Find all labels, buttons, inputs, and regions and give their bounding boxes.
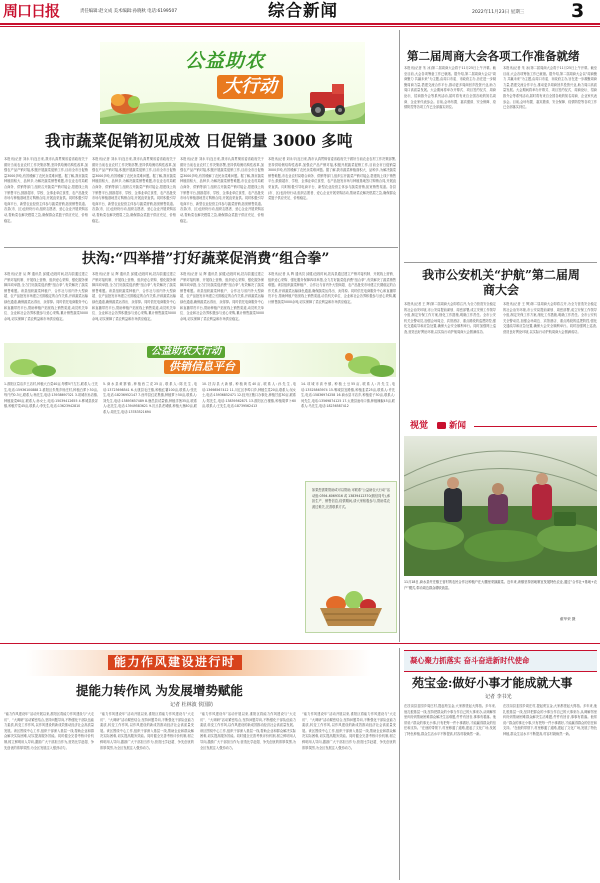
- supply-col4: 14.项城市高寺镇,种植土豆55亩,联系人:冯先生,电话:13525863974 15.郸城县宜路镇,种植韭菜25亩,联系人:许先生,电话:15836974258 16.商水县平店乡,种植茄子30亩,联系人:何先生,电话:13569874125 17.太康县逊母口镇,种植辣椒45亩,联系人:马先生,电话:18236587412: [301, 382, 395, 409]
- supply-col2: 5.商水县黄寨镇,种植西兰花25亩,联系人:陈先生,电话:13723698541 6.太康县毛庄镇,种植红薯100亩,联系人:张先生,电话:18236952147 7.西华县红花集镇,种植萝卜50亩,联系人:刘先生,电话:15893657489 8.鹿邑县试量镇,种植洋葱35亩,联系人:赵先生,电话:13949583621 9.沈丘县老城镇,种植大葱80亩,联系人:周先生,电话:13783521694: [103, 382, 197, 414]
- supply-banner-line2: 供销信息平台: [164, 360, 240, 374]
- supply-banner: [4, 343, 396, 377]
- left-column-rule: [399, 30, 400, 642]
- article4-col2: 本报讯(记者 王 辉)第二届周商大会即将召开,为全力营造安全稳定的社会治安环境,市公安局提前谋划、周密部署,成立安保工作领导小组,制定安保工作方案,细化工作措施,明确工作责任。全市公安机关全警动员,加强会场周边、宾馆酒店、重点路段的巡逻防控,强化交通疏导和应急处置,确保大会安全顺利举行。同时加强网上巡查,营造良好舆论环境,以实际行动护航周商大会圆满成功。: [503, 302, 597, 334]
- ability-style-banner-text: 能力作风建设进行时: [108, 655, 242, 670]
- article4-headline: 我市公安机关“护航”第二届周商大会: [422, 268, 580, 297]
- article5-col2: “能力作风建设年”活动开展以来,淮阳区将能力作风建设与“大走访”、“大调研”活动紧密结合,坚持问题导向,不断强化干部队伍能力素质,转变工作作风,以作风建设的新成效推动经济社会高质量发展。该区围绕中心工作,组织干部深入基层一线,帮助企业和群众解决实际困难,切实提高服务效能。同时健全完善考核评价机制,树立鲜明用人导向,激励广大干部担当作为,营造比学赶超、争先创优的浓厚氛围,为全区发展注入强劲动力。: [100, 712, 194, 750]
- visual-header-rule: [474, 426, 597, 427]
- article1-col1: 本报讯(记者 刘永平)连日来,我市认真贯彻省委省政府关于做好当前农业农村工作决策部署,坚持供给侧结构性改革,加强农产品产销对接,积极开展蔬菜促销工作,目前全市日促销量3000多吨,有效缓解了农民卖菜难问题。据了解,我市蔬菜种植面积大、品种多,为解决蔬菜销售难题,市农业农村局联合商务、供销等部门,组织召开蔬菜产销对接会,搭建线上线下销售平台,鼓励超市、学校、企事业单位食堂、农产品批发市场与种植基地签订购销合同,开展直采直供。同时积极引导电商平台、新型农业经营主体参与蔬菜营销,拓宽销售渠道。各县(市、区)也纷纷行动,组织志愿者、爱心企业开展采购活动,帮助菜农解决燃眉之急,确保群众菜篮子供应充足、价格稳定。: [4, 157, 88, 223]
- greenhouse-harvest-photo: [404, 436, 597, 576]
- article3-headline: 第二届周商大会各项工作准备就绪: [407, 49, 580, 63]
- article1-col3: 本报讯(记者 刘永平)连日来,我市认真贯彻省委省政府关于做好当前农业农村工作决策部署,坚持供给侧结构性改革,加强农产品产销对接,积极开展蔬菜促销工作,目前全市日促销量3000多吨,有效缓解了农民卖菜难问题。据了解,我市蔬菜种植面积大、品种多,为解决蔬菜销售难题,市农业农村局联合商务、供销等部门,组织召开蔬菜产销对接会,搭建线上线下销售平台,鼓励超市、学校、企事业单位食堂、农产品批发市场与种植基地签订购销合同,开展直采直供。同时积极引导电商平台、新型农业经营主体参与蔬菜营销,拓宽销售渠道。各县(市、区)也纷纷行动,组织志愿者、爱心企业开展采购活动,帮助菜农解决燃眉之急,确保群众菜篮子供应充足、价格稳定。: [180, 157, 264, 223]
- article3-col2: 本报讯(记者 朱 冰)第二届周商大会将于11月25日上午开幕。截至目前,大会各项筹备工作已就绪。据介绍,第二届周商大会以“周商聚力 共赢未来”为主题,由周口市委、市政府主办,旨在进一步凝聚周商力量,搭建交流合作平台,推动更多周商回乡投资兴业,助力周口高质量发展。大会期间将举办开幕式、项目签约仪式、周商论坛、招商推介会等系列活动,届时将有来自全国各地的知名周商、企业家代表参会。目前,会场布置、嘉宾邀请、安全保障、疫情防控等各项工作已全部落实到位。: [503, 66, 597, 110]
- article5-col1: “能力作风建设年”活动开展以来,淮阳区将能力作风建设与“大走访”、“大调研”活动紧密结合,坚持问题导向,不断强化干部队伍能力素质,转变工作作风,以作风建设的新成效推动经济社会高质量发展。该区围绕中心工作,组织干部深入基层一线,帮助企业和群众解决实际困难,切实提高服务效能。同时健全完善考核评价机制,树立鲜明用人导向,激励广大干部担当作为,营造比学赶超、争先创优的浓厚氛围,为全区发展注入强劲动力。: [4, 712, 94, 750]
- section-title: 综合新闻: [268, 1, 338, 20]
- masthead: [0, 0, 600, 22]
- banner-title-line1: 公益助农: [185, 50, 266, 72]
- dedication-banner: [404, 650, 597, 672]
- supply-col1: 1.淮阳区葛店乡王店村,种植大白菜40亩,每棵5斤左右,联系人:王先生,电话:15936100888 2.淮阳区朱集乡杨庄村,种植白萝卜30亩,每斤约0.3元,联系人:杨先生,电话:13938697321 3.项城市孙店镇,种植菠菜60亩,联系人:孙女士,电话:15039412655 4.郸城县汲冢镇,种植芹菜45亩,联系人:李先生,电话:13623942810: [4, 382, 98, 409]
- supply-notice-box: [305, 481, 397, 633]
- ability-style-banner: [26, 650, 371, 676]
- visual-header-badge: 新闻: [449, 421, 467, 431]
- dedication-banner-text: 凝心聚力抓落实 奋斗奋进新时代使命: [410, 656, 530, 665]
- photo-scene: [404, 436, 597, 576]
- visual-header-label: 视觉: [410, 421, 429, 431]
- divider: [4, 247, 398, 248]
- newspaper-logo: 周口日报: [3, 2, 60, 20]
- supply-col3: 10.扶沟县大新镇,种植黄瓜40亩,联系人:孙先生,电话:13698567412 11.川汇区李埠口乡,种植生菜20亩,联系人:吴女士,电话:15936852471 12.经开区搬口办事处,种植甘蓝30亩,联系人:郑先生,电话:13839562871 13.淮阳区白楼镇,种植胡萝卜60亩,联系人:王先生,电话:18739562413: [202, 382, 296, 409]
- divider: [404, 262, 597, 263]
- article1-headline: 我市蔬菜促销初见成效 日促销量 3000 多吨: [45, 131, 353, 150]
- article3-col1: 本报讯(记者 朱 冰)第二届周商大会将于11月25日上午开幕。截至目前,大会各项筹备工作已就绪。据介绍,第二届周商大会以“周商聚力 共赢未来”为主题,由周口市委、市政府主办,旨在进一步凝聚周商力量,搭建交流合作平台,推动更多周商回乡投资兴业,助力周口高质量发展。大会期间将举办开幕式、项目签约仪式、周商论坛、招商推介会等系列活动,届时将有来自全国各地的知名周商、企业家代表参会。目前,会场布置、嘉宾邀请、安全保障、疫情防控等各项工作已全部落实到位。: [404, 66, 496, 110]
- article1-col2: 本报讯(记者 刘永平)连日来,我市认真贯彻省委省政府关于做好当前农业农村工作决策部署,坚持供给侧结构性改革,加强农产品产销对接,积极开展蔬菜促销工作,目前全市日促销量3000多吨,有效缓解了农民卖菜难问题。据了解,我市蔬菜种植面积大、品种多,为解决蔬菜销售难题,市农业农村局联合商务、供销等部门,组织召开蔬菜产销对接会,搭建线上线下销售平台,鼓励超市、学校、企事业单位食堂、农产品批发市场与种植基地签订购销合同,开展直采直供。同时积极引导电商平台、新型农业经营主体参与蔬菜营销,拓宽销售渠道。各县(市、区)也纷纷行动,组织志愿者、爱心企业开展采购活动,帮助菜农解决燃眉之急,确保群众菜篮子供应充足、价格稳定。: [92, 157, 176, 223]
- banner-title-line2: 大行动: [217, 75, 283, 99]
- camera-icon: [437, 422, 446, 429]
- supply-notice: 如果您需要帮助或可以帮助,可联系“公益助农大行动”活动组:0394-6069316 或 13839412370(微信同号),承担生产、销售信息,疫情期间,请大家积极参与,帮助菜农渡过难关,完善联系方式。: [312, 488, 390, 509]
- campaign-banner: [100, 42, 365, 124]
- photo-credit: 翟华荣 摄: [560, 617, 576, 621]
- article5-col4: “能力作风建设年”活动开展以来,淮阳区将能力作风建设与“大走访”、“大调研”活动紧密结合,坚持问题导向,不断强化干部队伍能力素质,转变工作作风,以作风建设的新成效推动经济社会高质量发展。该区围绕中心工作,组织干部深入基层一线,帮助企业和群众解决实际困难,切实提高服务效能。同时健全完善考核评价机制,树立鲜明用人导向,激励广大干部担当作为,营造比学赶超、争先创优的浓厚氛围,为全区发展注入强劲动力。: [302, 712, 396, 750]
- bottom-section-rule: [0, 643, 600, 644]
- article2-col3: 本报讯(记者 从 辉 通讯员 邱健)近段时间,扶沟县通过建立产销对接机制、开展线上营销、组织爱心采购、强化服务保障四项举措,全力打好蔬菜促消费“组合拳”,有效解决了蔬菜销售难题。该县组织蔬菜种植户、合作社与省内外大型商超、农产品批发市场建立长期稳定的合作关系,开辟蔬菜运输绿色通道,确保蔬菜运得出、卖得掉。同时依托电商服务中心和直播带货平台,帮助种植户拓宽线上销售渠道,动员机关单位、企业和社会各界积极参与爱心采购,累计销售蔬菜5000余吨,切实保障了菜农利益和市场供应稳定。: [180, 272, 264, 321]
- article1-col4: 本报讯(记者 刘永平)连日来,我市认真贯彻省委省政府关于做好当前农业农村工作决策部署,坚持供给侧结构性改革,加强农产品产销对接,积极开展蔬菜促销工作,目前全市日促销量3000多吨,有效缓解了农民卖菜难问题。据了解,我市蔬菜种植面积大、品种多,为解决蔬菜销售难题,市农业农村局联合商务、供销等部门,组织召开蔬菜产销对接会,搭建线上线下销售平台,鼓励超市、学校、企事业单位食堂、农产品批发市场与种植基地签订购销合同,开展直采直供。同时积极引导电商平台、新型农业经营主体参与蔬菜营销,拓宽销售渠道。各县(市、区)也纷纷行动,组织志愿者、爱心企业开展采购活动,帮助菜农解决燃眉之急,确保群众菜篮子供应充足、价格稳定。: [268, 157, 396, 201]
- masthead-rule: [0, 23, 600, 25]
- supply-banner-line1: 公益助农大行动: [147, 346, 225, 358]
- article4-col1: 本报讯(记者 王 辉)第二届周商大会即将召开,为全力营造安全稳定的社会治安环境,市公安局提前谋划、周密部署,成立安保工作领导小组,制定安保工作方案,细化工作措施,明确工作责任。全市公安机关全警动员,加强会场周边、宾馆酒店、重点路段的巡逻防控,强化交通疏导和应急处置,确保大会安全顺利举行。同时加强网上巡查,营造良好舆论环境,以实际行动护航周商大会圆满成功。: [404, 302, 496, 334]
- article6-byline: 记者 李书光: [485, 694, 512, 700]
- page-number: 3: [571, 0, 585, 22]
- visual-news-header: [404, 420, 597, 432]
- masthead-rule-thin: [0, 26, 600, 27]
- article2-col1: 本报讯(记者 从 辉 通讯员 邱健)近段时间,扶沟县通过建立产销对接机制、开展线上营销、组织爱心采购、强化服务保障四项举措,全力打好蔬菜促消费“组合拳”,有效解决了蔬菜销售难题。该县组织蔬菜种植户、合作社与省内外大型商超、农产品批发市场建立长期稳定的合作关系,开辟蔬菜运输绿色通道,确保蔬菜运得出、卖得掉。同时依托电商服务中心和直播带货平台,帮助种植户拓宽线上销售渠道,动员机关单位、企业和社会各界积极参与爱心采购,累计销售蔬菜5000余吨,切实保障了菜农利益和市场供应稳定。: [4, 272, 88, 321]
- article2-col2: 本报讯(记者 从 辉 通讯员 邱健)近段时间,扶沟县通过建立产销对接机制、开展线上营销、组织爱心采购、强化服务保障四项举措,全力打好蔬菜促消费“组合拳”,有效解决了蔬菜销售难题。该县组织蔬菜种植户、合作社与省内外大型商超、农产品批发市场建立长期稳定的合作关系,开辟蔬菜运输绿色通道,确保蔬菜运得出、卖得掉。同时依托电商服务中心和直播带货平台,帮助种植户拓宽线上销售渠道,动员机关单位、企业和社会各界积极参与爱心采购,累计销售蔬菜5000余吨,切实保障了菜农利益和市场供应稳定。: [92, 272, 176, 321]
- article6-col1: 在扶沟县韭园乡周庄村,提起苑宝金,大家都竖起大拇指。多年来,他扎根基层一线,坚持把群众的小事当作自己的大事来办,从调解邻里纠纷到帮助困难群众解决生活难题,件件有回音,事事有着落。他常说:“群众的事无小事,只有把每一件小事做好,才能赢得群众的信任和支持。”在他的带领下,村里修通了道路,建起了文化广场,发展了特色种植,群众生活水平不断提高,村容村貌焕然一新。: [404, 704, 496, 736]
- article2-col4: 本报讯(记者 从 辉 通讯员 邱健)近段时间,扶沟县通过建立产销对接机制、开展线上营销、组织爱心采购、强化服务保障四项举措,全力打好蔬菜促消费“组合拳”,有效解决了蔬菜销售难题。该县组织蔬菜种植户、合作社与省内外大型商超、农产品批发市场建立长期稳定的合作关系,开辟蔬菜运输绿色通道,确保蔬菜运得出、卖得掉。同时依托电商服务中心和直播带货平台,帮助种植户拓宽线上销售渠道,动员机关单位、企业和社会各界积极参与爱心采购,累计销售蔬菜5000余吨,切实保障了菜农利益和市场供应稳定。: [268, 272, 396, 304]
- article5-byline: 记者 杜林波 侯国防: [170, 702, 214, 708]
- bottom-column-rule: [399, 648, 400, 880]
- article6-col2: 在扶沟县韭园乡周庄村,提起苑宝金,大家都竖起大拇指。多年来,他扎根基层一线,坚持把群众的小事当作自己的大事来办,从调解邻里纠纷到帮助困难群众解决生活难题,件件有回音,事事有着落。他常说:“群众的事无小事,只有把每一件小事做好,才能赢得群众的信任和支持。”在他的带领下,村里修通了道路,建起了文化广场,发展了特色种植,群众生活水平不断提高,村容村貌焕然一新。: [503, 704, 597, 736]
- article5-col3: “能力作风建设年”活动开展以来,淮阳区将能力作风建设与“大走访”、“大调研”活动紧密结合,坚持问题导向,不断强化干部队伍能力素质,转变工作作风,以作风建设的新成效推动经济社会高质量发展。该区围绕中心工作,组织干部深入基层一线,帮助企业和群众解决实际困难,切实提高服务效能。同时健全完善考核评价机制,树立鲜明用人导向,激励广大干部担当作为,营造比学赶超、争先创优的浓厚氛围,为全区发展注入强劲动力。: [200, 712, 296, 750]
- article6-headline: 苑宝金:做好小事才能成就大事: [412, 676, 573, 690]
- vegetable-basket-illustration: [314, 584, 388, 628]
- photo-caption: 11月18日,商水县许庄镇王营村的农民合作社种植户在大棚里采摘蔬菜。近年来,该镇坚持因地制宜发展特色农业,通过“合作社+基地+农户”模式,带动周边群众增收致富。: [404, 580, 597, 590]
- issue-date: 2022年11月23日 星期三: [472, 10, 525, 15]
- editor-line: 责任编辑:赵文成 美术编辑:孙晓秋 电话:6199507: [80, 9, 178, 14]
- article5-headline: 提能力转作风 为发展增势赋能: [76, 683, 243, 698]
- article2-headline: 扶沟:“四举措”打好蔬菜促消费“组合拳”: [82, 251, 330, 267]
